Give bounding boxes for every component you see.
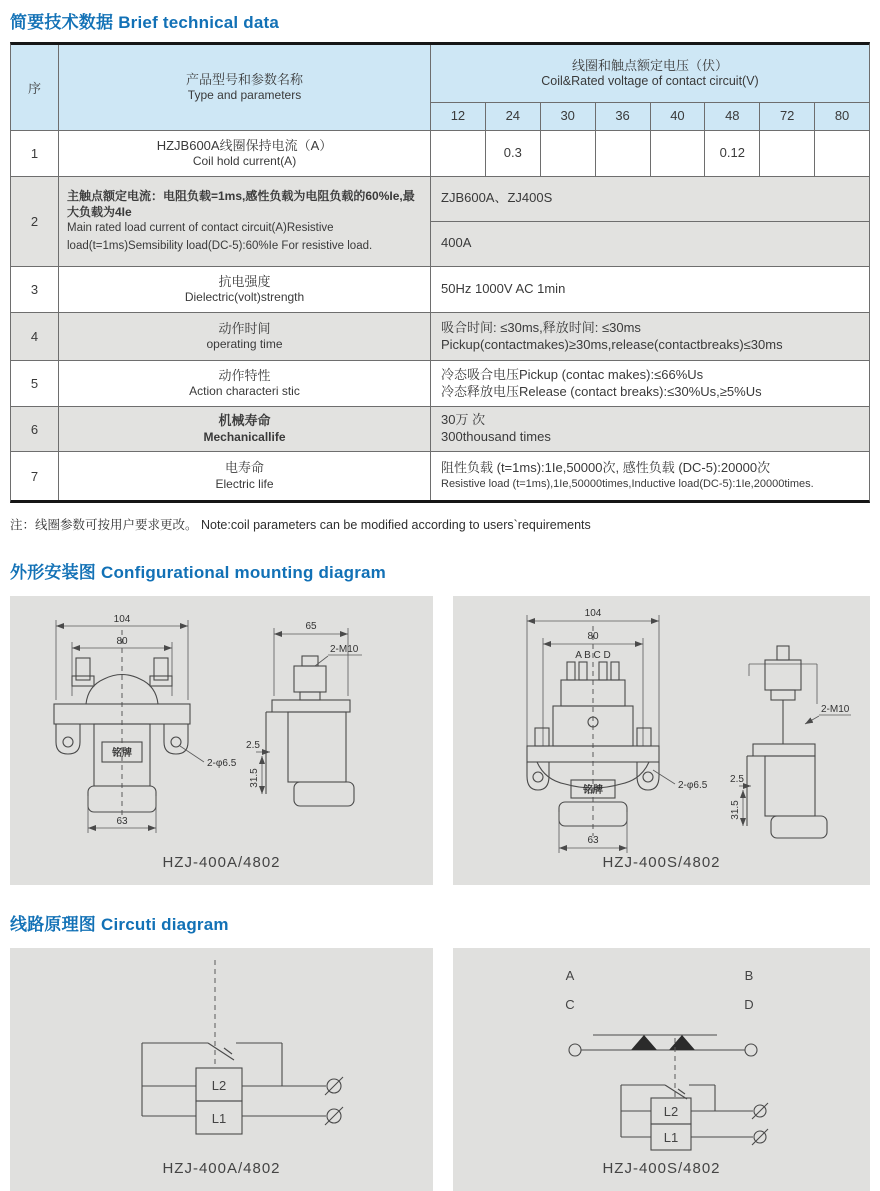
value-cell	[760, 131, 815, 176]
row-seq: 1	[11, 131, 59, 176]
side-view	[246, 621, 362, 806]
value-line: 冷态释放电压Release (contact breaks):≤30%Us,≥5%Us	[441, 383, 762, 399]
voltage-col: 30	[541, 103, 596, 130]
dim-31.5: 31.5	[249, 768, 260, 788]
value-cell	[596, 131, 651, 176]
table-row	[11, 313, 869, 361]
value-cell: 400A	[441, 235, 472, 251]
front-view	[527, 608, 708, 853]
header-voltage-zh: 线圈和触点额定电压（伏）	[571, 57, 728, 73]
row-seq: 2	[11, 177, 59, 266]
dim-104: 104	[584, 608, 602, 619]
table-header-row	[11, 45, 869, 131]
terminal-icon	[325, 1077, 343, 1095]
section-title-mounting-zh: 外形安装图	[10, 563, 96, 582]
circuit-diagram-hzj400s	[453, 948, 870, 1191]
table-row	[11, 177, 869, 267]
header-voltage-values	[431, 103, 869, 130]
voltage-col: 24	[486, 103, 541, 130]
dim-63: 63	[587, 835, 599, 846]
mounting-caption-hzj400s: HZJ-400S/4802	[602, 854, 721, 871]
mounting-panels	[10, 596, 870, 885]
front-view	[54, 614, 237, 833]
row-name-en: operating time	[206, 337, 283, 352]
dim-2-phi6.5: 2-φ6.5	[207, 758, 237, 769]
terminal-label-c: C	[565, 997, 575, 1012]
row-name-zh: 抗电强度	[218, 273, 271, 289]
row-values	[431, 452, 869, 500]
row-name	[59, 452, 431, 500]
row-name-zh: 机械寿命	[218, 413, 271, 429]
table-row	[11, 267, 869, 313]
row-name	[59, 267, 431, 312]
table-row	[11, 407, 869, 452]
coil-label-l2: L2	[663, 1104, 679, 1119]
section-title-circuit	[10, 910, 870, 935]
coil-label-l2: L2	[211, 1078, 227, 1093]
circuit-diagram-hzj400a	[10, 948, 433, 1191]
terminal-icon	[752, 1103, 768, 1119]
terminal-icon	[325, 1107, 343, 1125]
dim-104: 104	[113, 614, 131, 625]
header-voltage-title	[431, 45, 869, 103]
header-voltage	[431, 45, 869, 130]
value-cell	[431, 131, 486, 176]
terminal-label-b: B	[744, 968, 754, 983]
mounting-diagram-hzj400a	[10, 596, 433, 885]
value-line: Pickup(contactmakes)≥30ms,release(contactbreaks)≤30ms	[441, 336, 783, 352]
table-row	[11, 131, 869, 177]
relay-circuit	[142, 960, 343, 1134]
terminal-label-a: A	[565, 968, 575, 983]
row-values	[431, 361, 869, 406]
row-seq: 5	[11, 361, 59, 406]
voltage-col: 40	[651, 103, 706, 130]
table-note: 注：线圈参数可按用户要求更改。 Note:coil parameters can be modified according to users`requirements	[10, 518, 591, 532]
terminal-icon	[752, 1129, 768, 1145]
row-name	[59, 313, 431, 360]
voltage-col: 36	[596, 103, 651, 130]
section-title-mounting-en: Configurational mounting diagram	[101, 563, 386, 582]
row-name-zh: 动作特性	[218, 367, 271, 383]
section-title-circuit-en: Circuti diagram	[101, 915, 229, 934]
header-voltage-en: Coil&Rated voltage of contact circuit(V)	[541, 73, 759, 88]
table-row	[11, 452, 869, 500]
nameplate-label: 铭牌	[112, 748, 132, 759]
row-values	[431, 267, 869, 312]
dim-80: 80	[116, 636, 128, 647]
mounting-caption-hzj400a: HZJ-400A/4802	[162, 854, 281, 871]
row-seq: 3	[11, 267, 59, 312]
row-name-zh: 动作时间	[218, 320, 271, 336]
row-values	[431, 313, 869, 360]
row-values	[431, 407, 869, 451]
table-row	[11, 361, 869, 407]
row-name-zh: HZJB600A线圈保持电流（A）	[156, 137, 333, 153]
value-line: 30万 次	[441, 412, 486, 428]
brief-technical-data-table	[10, 42, 870, 503]
dim-80: 80	[587, 631, 599, 642]
mounting-diagram-hzj400s	[453, 596, 870, 885]
circuit-drawing-hzj400s	[453, 948, 870, 1191]
row-name-en: Coil hold current(A)	[192, 154, 297, 169]
dim-31.5: 31.5	[730, 800, 741, 820]
row-name	[59, 407, 431, 451]
voltage-col: 12	[431, 103, 486, 130]
value-cell: 0.3	[486, 131, 541, 176]
voltage-col: 72	[760, 103, 815, 130]
header-type-en: Type and parameters	[187, 88, 302, 103]
voltage-col: 80	[834, 108, 850, 124]
value-line: Resistive load (t=1ms),1Ie,50000times,Inductive load(DC-5):1Ie,20000times.	[441, 478, 814, 491]
section-title-mounting	[10, 558, 870, 583]
row-values	[431, 177, 869, 266]
dim-2.5: 2.5	[730, 774, 744, 785]
contact-arrow-icon	[669, 1035, 695, 1050]
coil-label-l1: L1	[211, 1111, 227, 1126]
value-line: 冷态吸合电压Pickup (contac makes):≤66%Us	[441, 366, 704, 382]
row-name	[59, 177, 431, 266]
row-name-en: Dielectric(volt)strength	[184, 290, 305, 305]
voltage-col: 48	[705, 103, 760, 130]
row-values	[431, 131, 869, 176]
dim-2.5: 2.5	[246, 740, 260, 751]
contact-arrow-icon	[631, 1035, 657, 1050]
header-seq: 序	[11, 45, 59, 130]
row-seq: 7	[11, 452, 59, 500]
mounting-drawing-hzj400s	[453, 596, 870, 885]
dim-2-phi6.5: 2-φ6.5	[678, 780, 708, 791]
value-cell	[541, 131, 596, 176]
row-seq: 6	[11, 407, 59, 451]
pin-labels: A B C D	[575, 650, 611, 661]
value-cell	[651, 131, 706, 176]
section-title-brief-en: Brief technical data	[118, 13, 280, 32]
value-cell: 0.12	[705, 131, 760, 176]
terminal-label-d: D	[744, 997, 754, 1012]
value-cell	[815, 131, 869, 176]
value-cell: 50Hz 1000V AC 1min	[441, 281, 566, 297]
value-cell: ZJB600A、ZJ400S	[431, 177, 869, 222]
row-name-en: Action characteri stic	[189, 384, 300, 399]
dim-63: 63	[116, 816, 128, 827]
row-name-en: Electric life	[215, 476, 274, 491]
circuit-caption-hzj400a: HZJ-400A/4802	[162, 1160, 281, 1177]
dim-2-m10: 2-M10	[330, 644, 359, 655]
section-title-brief	[10, 8, 870, 33]
relay-circuit	[621, 1038, 768, 1150]
section-title-brief-zh: 简要技术数据	[10, 13, 114, 32]
circuit-drawing-hzj400a	[10, 948, 433, 1191]
circuit-caption-hzj400s: HZJ-400S/4802	[602, 1160, 721, 1177]
header-type-zh: 产品型号和参数名称	[185, 71, 303, 87]
value-line: 吸合时间: ≤30ms,释放时间: ≤30ms	[441, 319, 641, 335]
row-name-zh: 电寿命	[224, 460, 264, 476]
value-line: 300thousand times	[441, 429, 551, 444]
row-name-en: Mechanicallife	[203, 429, 286, 444]
side-view	[730, 646, 851, 838]
row-seq: 4	[11, 313, 59, 360]
contact-terminals	[565, 968, 757, 1056]
circuit-panels	[10, 948, 870, 1191]
row-name	[59, 361, 431, 406]
header-type	[59, 45, 431, 130]
row-name-en: Main rated load current of contact circuit(A)Resistive load(t=1ms)Semsibility load(DC-5):60%Ie For resistive load.	[67, 222, 373, 252]
row-name	[59, 131, 431, 176]
value-line: 阻性负载 (t=1ms):1Ie,50000次, 感性负载 (DC-5):20000次	[441, 460, 771, 476]
nameplate-label: 铭牌	[583, 785, 603, 796]
dim-65: 65	[305, 621, 317, 632]
section-title-circuit-zh: 线路原理图	[10, 915, 96, 934]
dim-2-m10: 2-M10	[821, 704, 850, 715]
mounting-drawing-hzj400a	[10, 596, 433, 885]
coil-label-l1: L1	[663, 1130, 679, 1145]
row-name-zh: 主触点额定电流：电阻负载=1ms,感性负载为电阻负载的60%Ie,最大负载为4Ie	[67, 189, 415, 220]
